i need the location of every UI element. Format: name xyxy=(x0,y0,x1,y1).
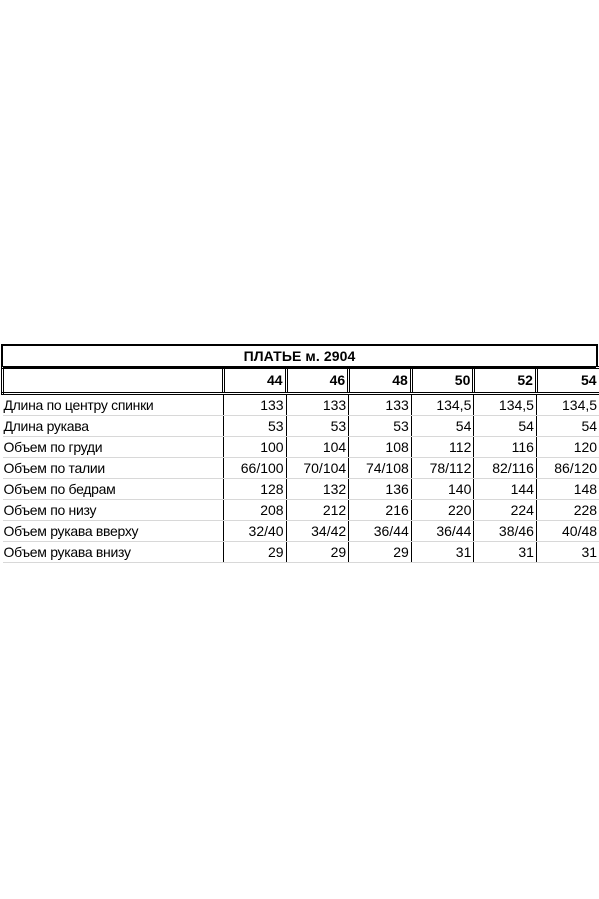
table-cell: 220 xyxy=(411,500,474,521)
table-cell: 134,5 xyxy=(411,394,474,416)
table-cell: 128 xyxy=(224,479,287,500)
table-cell: 70/104 xyxy=(286,458,349,479)
size-header-row xyxy=(3,368,599,394)
table-cell: 133 xyxy=(224,394,287,416)
table-cell: 66/100 xyxy=(224,458,287,479)
table-cell: 140 xyxy=(411,479,474,500)
table-row xyxy=(3,458,599,479)
table-row xyxy=(3,479,599,500)
table-cell: 116 xyxy=(474,437,537,458)
table-cell: 208 xyxy=(224,500,287,521)
table-cell: 29 xyxy=(349,542,412,563)
table-row xyxy=(3,394,599,416)
table-cell: 86/120 xyxy=(536,458,599,479)
table-cell: 36/44 xyxy=(349,521,412,542)
table-cell: 134,5 xyxy=(536,394,599,416)
row-label: Длина по центру спинки xyxy=(3,394,224,416)
table-cell: 31 xyxy=(411,542,474,563)
table-title: ПЛАТЬЕ м. 2904 xyxy=(1,344,598,366)
size-header-cell: 48 xyxy=(349,368,412,394)
table-cell: 224 xyxy=(474,500,537,521)
row-label: Объем по низу xyxy=(3,500,224,521)
size-header-label-cell xyxy=(3,368,224,394)
table-cell: 53 xyxy=(286,416,349,437)
table-row xyxy=(3,500,599,521)
table-cell: 34/42 xyxy=(286,521,349,542)
table-cell: 53 xyxy=(349,416,412,437)
size-table xyxy=(1,366,599,563)
row-label: Объем по талии xyxy=(3,458,224,479)
table-cell: 38/46 xyxy=(474,521,537,542)
table-cell: 112 xyxy=(411,437,474,458)
table-cell: 228 xyxy=(536,500,599,521)
size-chart-sheet xyxy=(1,344,598,563)
size-header-cell: 54 xyxy=(536,368,599,394)
table-row xyxy=(3,542,599,563)
table-cell: 212 xyxy=(286,500,349,521)
table-cell: 32/40 xyxy=(224,521,287,542)
table-cell: 29 xyxy=(224,542,287,563)
row-label: Длина рукава xyxy=(3,416,224,437)
table-cell: 54 xyxy=(411,416,474,437)
row-label: Объем рукава вверху xyxy=(3,521,224,542)
row-label: Объем по груди xyxy=(3,437,224,458)
table-cell: 78/112 xyxy=(411,458,474,479)
size-header-cell: 44 xyxy=(224,368,287,394)
table-row xyxy=(3,416,599,437)
table-cell: 74/108 xyxy=(349,458,412,479)
table-cell: 134,5 xyxy=(474,394,537,416)
table-row xyxy=(3,437,599,458)
table-cell: 31 xyxy=(536,542,599,563)
table-cell: 132 xyxy=(286,479,349,500)
table-cell: 82/116 xyxy=(474,458,537,479)
table-cell: 133 xyxy=(286,394,349,416)
table-cell: 29 xyxy=(286,542,349,563)
table-cell: 36/44 xyxy=(411,521,474,542)
size-header-cell: 46 xyxy=(286,368,349,394)
table-cell: 54 xyxy=(474,416,537,437)
table-cell: 104 xyxy=(286,437,349,458)
table-cell: 148 xyxy=(536,479,599,500)
size-header-cell: 52 xyxy=(474,368,537,394)
table-row xyxy=(3,521,599,542)
table-cell: 100 xyxy=(224,437,287,458)
table-cell: 120 xyxy=(536,437,599,458)
table-cell: 108 xyxy=(349,437,412,458)
size-header-cell: 50 xyxy=(411,368,474,394)
table-cell: 144 xyxy=(474,479,537,500)
table-cell: 31 xyxy=(474,542,537,563)
table-cell: 40/48 xyxy=(536,521,599,542)
table-cell: 133 xyxy=(349,394,412,416)
row-label: Объем по бедрам xyxy=(3,479,224,500)
table-cell: 216 xyxy=(349,500,412,521)
table-cell: 53 xyxy=(224,416,287,437)
table-cell: 54 xyxy=(536,416,599,437)
row-label: Объем рукава внизу xyxy=(3,542,224,563)
table-cell: 136 xyxy=(349,479,412,500)
